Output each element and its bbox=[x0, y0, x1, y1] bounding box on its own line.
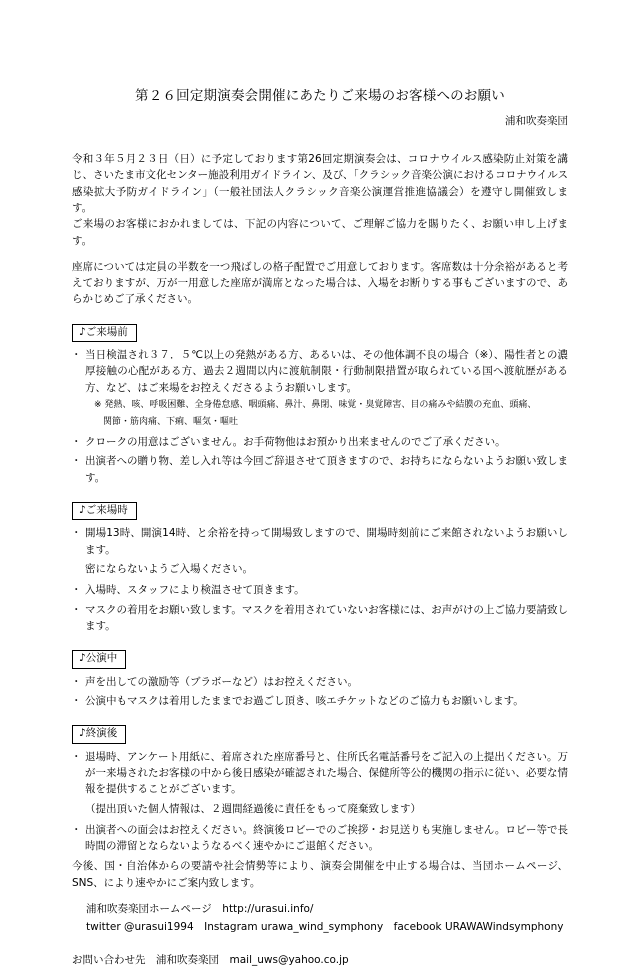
on-arrival-subnote: 密にならないようご入場ください。 bbox=[85, 562, 253, 575]
section-heading-after-performance: ♪終演後 bbox=[72, 725, 126, 744]
list-item: ・ 開場13時、開演14時、と余裕を持って開場致しますので、開場時刻前にご来館されないようお願いします。 bbox=[72, 525, 568, 558]
section-list-during-performance bbox=[72, 674, 568, 710]
inquiry-line: お問い合わせ先 浦和吹奏楽団 mail_uws@yahoo.co.jp bbox=[72, 953, 349, 966]
list-item: ・ 出演者への贈り物、差し入れ等は今回ご辞退させて頂きますので、お持ちにならないようお願い致します。 bbox=[72, 453, 568, 486]
symptom-note-continued: 関節・筋肉痛、下痢、嘔気・嘔吐 bbox=[103, 416, 239, 427]
intro-paragraph-2: ご来場のお客様におかれましては、下記の内容について、ご理解ご協力を賜りたく、お願い申し上げます。 bbox=[72, 218, 568, 247]
list-item: ・ 退場時、アンケート用紙に、着席された座席番号と、住所氏名電話番号をご記入の上提出ください。万が一来場されたお客様の中から後日感染が確認された場合、保健所等公的機関の指示に従い、必要な情報を提供することがございます。 bbox=[72, 749, 568, 798]
section-on-arrival bbox=[72, 502, 568, 634]
byline-organization: 浦和吹奏楽団 bbox=[505, 114, 568, 127]
section-after-performance bbox=[72, 725, 568, 854]
list-item: ・ クロークの用意はございません。お手荷物他はお預かり出来ませんのでご了承ください。 bbox=[72, 434, 568, 450]
section-heading-on-arrival: ♪ご来場時 bbox=[72, 502, 137, 521]
seating-paragraph: 座席については定員の半数を一つ飛ばしの格子配置でご用意しております。客席数は十分余裕があると考えておりますが、万が一用意した座席が満席となった場合は、入場をお断りする事もございますので、あらかじめご了承ください。 bbox=[72, 260, 568, 306]
page-title: 第２６回定期演奏会開催にあたりご来場のお客様へのお願い bbox=[135, 88, 505, 104]
section-during-performance bbox=[72, 650, 568, 709]
list-item: ・ 公演中もマスクは着用したままでお過ごし頂き、咳エチケットなどのご協力もお願いします。 bbox=[72, 693, 568, 709]
symptom-note: ※ 発熱、咳、呼吸困難、全身倦怠感、咽頭痛、鼻汁、鼻閉、味覚・臭覚障害、目の痛みや結膜の充血、頭痛、 bbox=[94, 400, 537, 411]
contact-links bbox=[72, 901, 568, 936]
section-list-after-performance-continued bbox=[72, 822, 568, 855]
section-list-before-arrival bbox=[72, 347, 568, 396]
section-heading-during-performance: ♪公演中 bbox=[72, 650, 126, 669]
section-before-arrival bbox=[72, 324, 568, 486]
list-item: ・ マスクの着用をお願い致します。マスクを着用されていないお客様には、お声がけの上ご協力要請致します。 bbox=[72, 602, 568, 635]
list-item: ・ 声を出しての激励等（ブラボーなど）はお控えください。 bbox=[72, 674, 568, 690]
privacy-note: （提出頂いた個人情報は、２週間経過後に責任をもって廃棄致します） bbox=[85, 802, 421, 815]
list-item: ・ 出演者への面会はお控えください。終演後ロビーでのご挨拶・お見送りも実施しません。ロビー等で長時間の滞留とならないようなるべく速やかにご退館ください。 bbox=[72, 822, 568, 855]
section-list-on-arrival-continued bbox=[72, 582, 568, 634]
section-heading-before-arrival: ♪ご来場前 bbox=[72, 324, 137, 343]
social-line: twitter @urasui1994 Instagram urawa_wind_symphony facebook URAWAWindsymphony bbox=[86, 921, 564, 934]
section-list-on-arrival bbox=[72, 525, 568, 558]
intro-paragraph-1: 令和３年５月２３日（日）に予定しております第26回定期演奏会は、コロナウイルス感染防止対策を講じ、さいたま市文化センター施設利用ガイドライン、及び、「クラシック音楽公演におけるコロナウイルス感染拡大予防ガイドライン」（一般社団法人クラシック音楽公演運営推進協議会）を遵守し開催致します。 bbox=[72, 153, 568, 214]
list-item: ・ 当日検温され３７．５℃以上の発熱がある方、あるいは、その他体調不良の場合（※）、陽性者との濃厚接触の心配がある方、過去２週間以内に渡航制限・行動制限措置が取られている国へ渡航歴がある方、など、はご来場をお控えくださるようお願いします。 bbox=[72, 347, 568, 396]
section-list-after-performance bbox=[72, 749, 568, 798]
section-list-before-arrival-continued bbox=[72, 434, 568, 486]
homepage-line: 浦和吹奏楽団ホームページ http://urasui.info/ bbox=[86, 902, 314, 915]
list-item: ・ 入場時、スタッフにより検温させて頂きます。 bbox=[72, 582, 568, 598]
closing-paragraph: 今後、国・自治体からの要請や社会情勢等により、演奏会開催を中止する場合は、当団ホームページ、SNS、により速やかにご案内致します。 bbox=[72, 860, 568, 889]
